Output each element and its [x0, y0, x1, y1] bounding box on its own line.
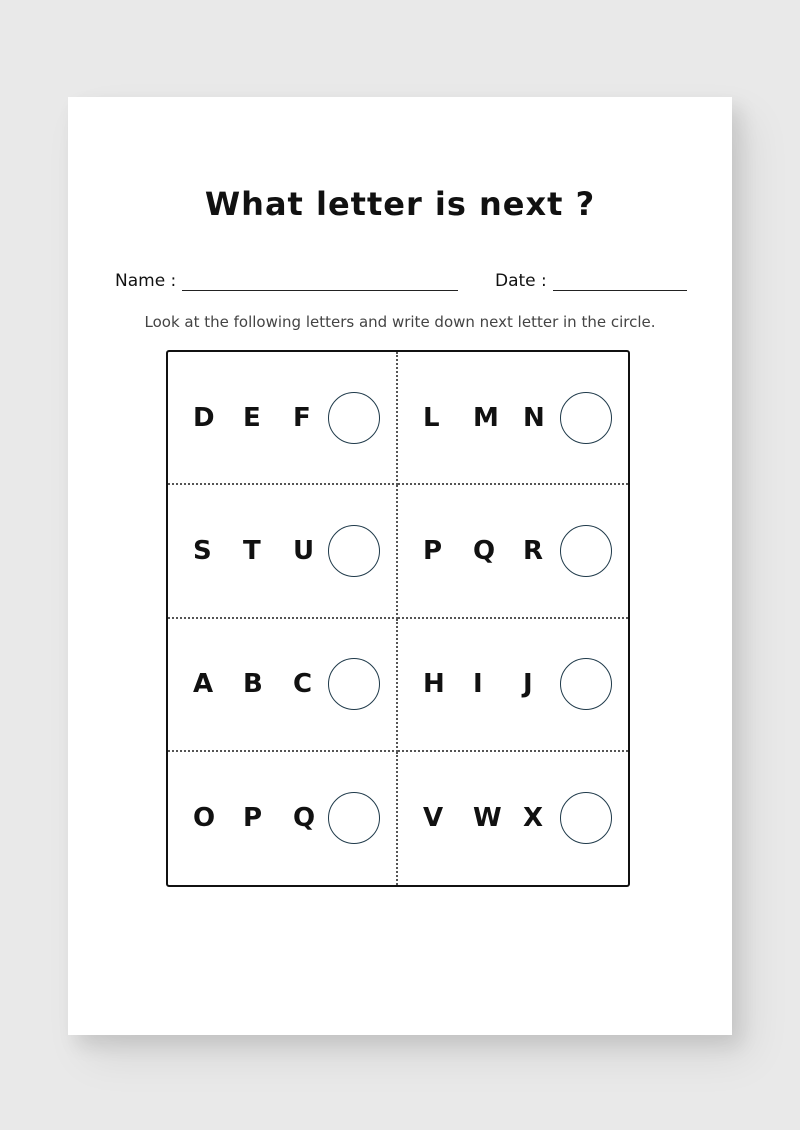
letter-sequence — [193, 619, 343, 750]
sequence-letter: W — [473, 803, 502, 834]
date-field — [495, 271, 687, 291]
sequence-letter: R — [523, 535, 544, 566]
puzzle-cell — [168, 485, 398, 618]
answer-circle[interactable] — [560, 525, 612, 577]
sequence-letter: T — [243, 535, 261, 566]
student-info-row — [115, 271, 687, 297]
letter-sequence — [423, 485, 573, 616]
sequence-letter: I — [473, 669, 483, 700]
answer-circle[interactable] — [328, 392, 380, 444]
answer-circle[interactable] — [560, 392, 612, 444]
sequence-letter: P — [423, 535, 443, 566]
name-input-line[interactable] — [182, 272, 458, 291]
sequence-letter: V — [423, 803, 444, 834]
answer-circle[interactable] — [328, 792, 380, 844]
sequence-letter: X — [523, 803, 544, 834]
letter-sequence — [193, 352, 343, 483]
sequence-letter: Q — [293, 803, 316, 834]
letter-sequence — [423, 352, 573, 483]
sequence-letter: D — [193, 402, 215, 433]
answer-circle[interactable] — [328, 658, 380, 710]
puzzle-cell — [168, 752, 398, 885]
worksheet-title: What letter is next ? — [204, 185, 596, 223]
date-input-line[interactable] — [553, 272, 687, 291]
name-label: Name : — [115, 271, 177, 291]
sequence-letter: O — [193, 803, 216, 834]
puzzle-grid — [166, 350, 630, 887]
sequence-letter: H — [423, 669, 445, 700]
sequence-letter: P — [243, 803, 263, 834]
puzzle-cell — [398, 752, 628, 885]
puzzle-cell — [168, 352, 398, 485]
sequence-letter: C — [293, 669, 313, 700]
sequence-letter: F — [293, 402, 311, 433]
sequence-letter: A — [193, 669, 214, 700]
sequence-letter: L — [423, 402, 440, 433]
sequence-letter: N — [523, 402, 545, 433]
puzzle-cell — [168, 619, 398, 752]
sequence-letter: Q — [473, 535, 496, 566]
letter-sequence — [193, 485, 343, 616]
instructions-text: Look at the following letters and write down next letter in the circle. — [144, 313, 656, 331]
puzzle-cell — [398, 619, 628, 752]
sequence-letter: J — [523, 669, 533, 700]
puzzle-cell — [398, 485, 628, 618]
sequence-letter: B — [243, 669, 263, 700]
date-label: Date : — [495, 271, 547, 291]
name-field — [115, 271, 458, 291]
sequence-letter: M — [473, 402, 499, 433]
puzzle-cell — [398, 352, 628, 485]
sequence-letter: U — [293, 535, 315, 566]
answer-circle[interactable] — [560, 658, 612, 710]
sequence-letter: S — [193, 535, 212, 566]
sequence-letter: E — [243, 402, 261, 433]
letter-sequence — [423, 752, 573, 885]
letter-sequence — [423, 619, 573, 750]
answer-circle[interactable] — [328, 525, 380, 577]
answer-circle[interactable] — [560, 792, 612, 844]
worksheet-page — [68, 97, 732, 1035]
letter-sequence — [193, 752, 343, 885]
